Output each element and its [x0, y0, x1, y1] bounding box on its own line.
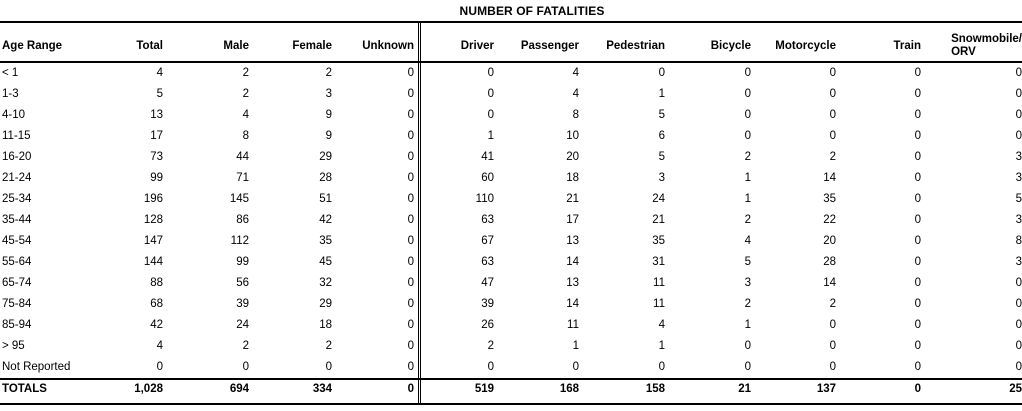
- cell-male: 4: [242, 108, 249, 121]
- cell-female: 29: [319, 297, 332, 310]
- table-row: [0, 335, 1022, 356]
- cell-snowmobile-orv: 0: [1015, 339, 1022, 352]
- cell-motorcycle: 0: [829, 87, 836, 100]
- cell-pedestrian: 3: [658, 171, 665, 184]
- cell-total: 88: [150, 276, 163, 289]
- cell-train: 0: [914, 297, 921, 310]
- total-cell-snowmobile-orv: 25: [1009, 383, 1022, 395]
- cell-passenger: 11: [567, 318, 579, 331]
- cell-age-range: 75-84: [2, 297, 32, 310]
- cell-bicycle: 3: [744, 276, 751, 289]
- cell-pedestrian: 24: [652, 192, 665, 205]
- cell-pedestrian: 5: [658, 150, 665, 163]
- cell-unknown: 0: [407, 129, 414, 142]
- cell-train: 0: [914, 150, 921, 163]
- header-row: [0, 29, 1022, 62]
- cell-driver: 67: [481, 234, 494, 247]
- total-cell-female: 334: [312, 383, 332, 395]
- cell-passenger: 21: [566, 192, 579, 205]
- cell-snowmobile-orv: 0: [1015, 129, 1022, 142]
- cell-motorcycle: 0: [829, 360, 836, 373]
- cell-age-range: 4-10: [2, 108, 26, 121]
- cell-driver: 2: [487, 339, 494, 352]
- cell-motorcycle: 20: [823, 234, 836, 247]
- cell-male: 99: [236, 255, 249, 268]
- col-header-snowmobile-orv: [921, 29, 1022, 62]
- col-header-pedestrian: Pedestrian: [606, 39, 665, 52]
- cell-pedestrian: 1: [658, 339, 665, 352]
- cell-female: 9: [325, 108, 332, 121]
- table-row: [0, 251, 1022, 272]
- cell-female: 32: [319, 276, 332, 289]
- cell-male: 24: [236, 318, 249, 331]
- totals-bottom-rule: [0, 403, 1022, 405]
- cell-motorcycle: 28: [823, 255, 836, 268]
- cell-pedestrian: 5: [658, 108, 665, 121]
- cell-unknown: 0: [407, 339, 414, 352]
- cell-unknown: 0: [407, 150, 414, 163]
- cell-train: 0: [914, 66, 921, 79]
- cell-male: 0: [242, 360, 249, 373]
- cell-passenger: 20: [566, 150, 579, 163]
- table-row: [0, 62, 1022, 83]
- table-row: [0, 293, 1022, 314]
- cell-train: 0: [914, 213, 921, 226]
- cell-snowmobile-orv: 0: [1015, 66, 1022, 79]
- cell-male: 39: [236, 297, 249, 310]
- cell-bicycle: 0: [744, 339, 751, 352]
- cell-female: 2: [325, 339, 332, 352]
- cell-pedestrian: 1: [658, 87, 665, 100]
- cell-train: 0: [914, 87, 921, 100]
- cell-male: 2: [242, 87, 249, 100]
- table-row: [0, 146, 1022, 167]
- cell-train: 0: [914, 234, 921, 247]
- cell-pedestrian: 4: [658, 318, 665, 331]
- cell-female: 45: [319, 255, 332, 268]
- cell-age-range: 45-54: [2, 234, 32, 247]
- table-row: [0, 188, 1022, 209]
- cell-female: 2: [325, 66, 332, 79]
- cell-motorcycle: 2: [829, 150, 836, 163]
- cell-age-range: 35-44: [2, 213, 32, 226]
- cell-passenger: 10: [566, 129, 579, 142]
- cell-snowmobile-orv: 3: [1015, 255, 1022, 268]
- cell-age-range: 1-3: [2, 87, 19, 100]
- cell-male: 2: [242, 339, 249, 352]
- totals-row: [0, 377, 1022, 401]
- cell-driver: 60: [481, 171, 494, 184]
- cell-pedestrian: 11: [653, 276, 665, 289]
- cell-snowmobile-orv: 5: [1015, 192, 1022, 205]
- cell-female: 28: [319, 171, 332, 184]
- cell-female: 51: [319, 192, 332, 205]
- cell-total: 13: [150, 108, 163, 121]
- cell-age-range: 16-20: [2, 150, 32, 163]
- cell-driver: 1: [487, 129, 494, 142]
- cell-bicycle: 0: [744, 66, 751, 79]
- cell-male: 71: [236, 171, 249, 184]
- cell-passenger: 0: [572, 360, 579, 373]
- cell-driver: 47: [481, 276, 494, 289]
- cell-unknown: 0: [407, 255, 414, 268]
- cell-snowmobile-orv: 0: [1015, 87, 1022, 100]
- col-header-driver: Driver: [460, 39, 494, 52]
- col-header-male: Male: [223, 39, 249, 52]
- cell-snowmobile-orv: 3: [1015, 171, 1022, 184]
- cell-snowmobile-orv: 0: [1015, 360, 1022, 373]
- cell-bicycle: 0: [744, 129, 751, 142]
- cell-unknown: 0: [407, 87, 414, 100]
- total-cell-passenger: 168: [559, 383, 579, 395]
- cell-age-range: 11-15: [2, 129, 31, 142]
- cell-driver: 39: [481, 297, 494, 310]
- cell-motorcycle: 2: [829, 297, 836, 310]
- cell-train: 0: [914, 318, 921, 331]
- cell-snowmobile-orv: 0: [1015, 318, 1022, 331]
- cell-train: 0: [914, 108, 921, 121]
- cell-train: 0: [914, 276, 921, 289]
- table-row: [0, 356, 1022, 377]
- cell-pedestrian: 0: [658, 66, 665, 79]
- total-cell-total: 1,028: [134, 383, 163, 395]
- cell-pedestrian: 0: [658, 360, 665, 373]
- cell-motorcycle: 0: [829, 318, 836, 331]
- cell-snowmobile-orv: 8: [1015, 234, 1022, 247]
- cell-driver: 0: [487, 87, 494, 100]
- cell-female: 35: [319, 234, 332, 247]
- cell-driver: 63: [481, 255, 494, 268]
- cell-unknown: 0: [407, 213, 414, 226]
- cell-motorcycle: 0: [829, 66, 836, 79]
- cell-motorcycle: 0: [829, 129, 836, 142]
- cell-driver: 41: [481, 150, 494, 163]
- total-cell-age-range: TOTALS: [2, 383, 47, 395]
- table-row: [0, 230, 1022, 251]
- cell-unknown: 0: [407, 192, 414, 205]
- cell-bicycle: 5: [744, 255, 751, 268]
- cell-male: 44: [236, 150, 249, 163]
- col-header-bicycle: Bicycle: [710, 39, 751, 52]
- cell-driver: 26: [481, 318, 494, 331]
- cell-snowmobile-orv: 3: [1015, 213, 1022, 226]
- cell-bicycle: 0: [744, 108, 751, 121]
- cell-female: 9: [325, 129, 332, 142]
- cell-motorcycle: 0: [829, 108, 836, 121]
- cell-passenger: 18: [566, 171, 579, 184]
- cell-bicycle: 1: [744, 192, 751, 205]
- cell-bicycle: 0: [744, 360, 751, 373]
- cell-passenger: 8: [572, 108, 579, 121]
- cell-total: 0: [156, 360, 163, 373]
- cell-unknown: 0: [407, 234, 414, 247]
- cell-age-range: 85-94: [2, 318, 32, 331]
- cell-female: 29: [319, 150, 332, 163]
- cell-pedestrian: 6: [658, 129, 665, 142]
- total-cell-pedestrian: 158: [645, 383, 665, 395]
- cell-total: 5: [156, 87, 163, 100]
- cell-driver: 63: [481, 213, 494, 226]
- cell-total: 147: [143, 234, 163, 247]
- cell-total: 196: [143, 192, 163, 205]
- col-header-train: Train: [893, 39, 921, 52]
- table-row: [0, 167, 1022, 188]
- cell-bicycle: 2: [744, 150, 751, 163]
- col-header-passenger: Passenger: [520, 39, 579, 52]
- cell-pedestrian: 35: [652, 234, 665, 247]
- cell-passenger: 13: [566, 234, 579, 247]
- cell-total: 4: [156, 66, 163, 79]
- cell-male: 2: [242, 66, 249, 79]
- cell-age-range: > 95: [2, 339, 25, 352]
- cell-train: 0: [914, 339, 921, 352]
- cell-driver: 110: [475, 192, 494, 205]
- cell-bicycle: 2: [744, 297, 751, 310]
- cell-passenger: 17: [566, 213, 579, 226]
- cell-pedestrian: 21: [652, 213, 665, 226]
- cell-motorcycle: 0: [829, 339, 836, 352]
- table-row: [0, 314, 1022, 335]
- cell-age-range: < 1: [2, 66, 19, 79]
- cell-passenger: 4: [572, 66, 579, 79]
- cell-passenger: 1: [572, 339, 579, 352]
- total-cell-bicycle: 21: [738, 383, 751, 395]
- cell-driver: 0: [487, 108, 494, 121]
- cell-snowmobile-orv: 0: [1015, 108, 1022, 121]
- cell-snowmobile-orv: 0: [1015, 297, 1022, 310]
- cell-female: 3: [325, 87, 332, 100]
- table-title: NUMBER OF FATALITIES: [459, 4, 605, 18]
- cell-passenger: 14: [566, 255, 579, 268]
- cell-male: 56: [236, 276, 249, 289]
- cell-motorcycle: 14: [823, 171, 836, 184]
- cell-female: 0: [325, 360, 332, 373]
- total-cell-unknown: 0: [407, 383, 414, 395]
- cell-male: 112: [230, 234, 249, 247]
- cell-driver: 0: [487, 360, 494, 373]
- cell-total: 128: [143, 213, 163, 226]
- cell-total: 4: [156, 339, 163, 352]
- total-cell-male: 694: [229, 383, 249, 395]
- cell-motorcycle: 14: [823, 276, 836, 289]
- header-top-rule: [0, 21, 1022, 23]
- col-header-age-range: Age Range: [2, 39, 63, 52]
- cell-female: 18: [319, 318, 332, 331]
- cell-age-range: 55-64: [2, 255, 32, 268]
- col-header-female: Female: [292, 39, 332, 52]
- cell-unknown: 0: [407, 318, 414, 331]
- cell-female: 42: [319, 213, 332, 226]
- cell-passenger: 13: [566, 276, 579, 289]
- cell-age-range: 65-74: [2, 276, 32, 289]
- cell-bicycle: 1: [744, 171, 751, 184]
- cell-motorcycle: 22: [823, 213, 836, 226]
- cell-passenger: 14: [566, 297, 579, 310]
- cell-unknown: 0: [407, 171, 414, 184]
- cell-unknown: 0: [407, 66, 414, 79]
- cell-unknown: 0: [407, 276, 414, 289]
- cell-snowmobile-orv: 3: [1015, 150, 1022, 163]
- total-cell-train: 0: [914, 383, 921, 395]
- col-header-total: Total: [136, 39, 163, 52]
- cell-age-range: 25-34: [2, 192, 32, 205]
- cell-train: 0: [914, 171, 921, 184]
- fatalities-table: [0, 29, 1022, 401]
- table-row: [0, 104, 1022, 125]
- cell-total: 17: [150, 129, 163, 142]
- cell-total: 144: [143, 255, 163, 268]
- cell-unknown: 0: [407, 360, 414, 373]
- cell-motorcycle: 35: [823, 192, 836, 205]
- cell-bicycle: 1: [744, 318, 751, 331]
- cell-unknown: 0: [407, 297, 414, 310]
- cell-pedestrian: 11: [653, 297, 665, 310]
- table-row: [0, 83, 1022, 104]
- cell-bicycle: 0: [744, 87, 751, 100]
- cell-age-range: 21-24: [2, 171, 32, 184]
- col-header-motorcycle: Motorcycle: [775, 39, 836, 52]
- cell-bicycle: 4: [744, 234, 751, 247]
- cell-train: 0: [914, 129, 921, 142]
- cell-male: 86: [236, 213, 249, 226]
- cell-bicycle: 2: [744, 213, 751, 226]
- cell-total: 73: [150, 150, 163, 163]
- cell-unknown: 0: [407, 108, 414, 121]
- cell-train: 0: [914, 360, 921, 373]
- table-row: [0, 272, 1022, 293]
- cell-age-range: Not Reported: [2, 360, 71, 373]
- table-row: [0, 209, 1022, 230]
- cell-pedestrian: 31: [652, 255, 665, 268]
- table-body: [0, 62, 1022, 401]
- table-row: [0, 125, 1022, 146]
- cell-snowmobile-orv: 0: [1015, 276, 1022, 289]
- total-cell-motorcycle: 137: [816, 383, 836, 395]
- cell-driver: 0: [487, 66, 494, 79]
- col-header-unknown: Unknown: [362, 39, 414, 52]
- col-header-snowmobile-line2: ORV: [951, 45, 976, 58]
- cell-train: 0: [914, 192, 921, 205]
- cell-total: 99: [150, 171, 163, 184]
- total-cell-driver: 519: [474, 383, 494, 395]
- cell-male: 8: [242, 129, 249, 142]
- cell-passenger: 4: [572, 87, 579, 100]
- col-header-snowmobile-line1: Snowmobile/: [951, 32, 1022, 45]
- cell-train: 0: [914, 255, 921, 268]
- cell-total: 68: [150, 297, 163, 310]
- cell-total: 42: [150, 318, 163, 331]
- cell-male: 145: [229, 192, 249, 205]
